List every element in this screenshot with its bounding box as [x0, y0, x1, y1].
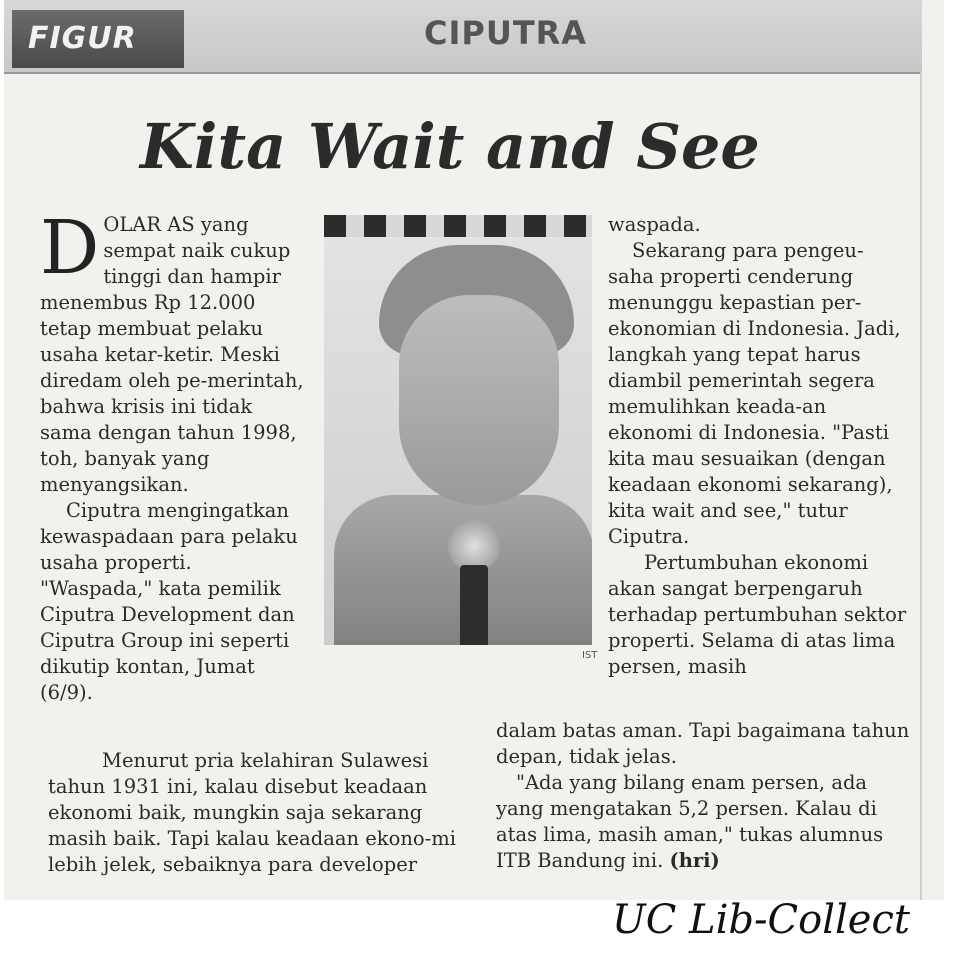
paragraph-text: "Ada yang bilang enam persen, ada yang mengatakan 5,2 persen. Kalau di atas lima, masih aman," tukas alumnus ITB Bandung ini.	[496, 771, 884, 872]
paragraph	[496, 770, 916, 874]
drop-cap: D	[40, 205, 100, 291]
newspaper-clipping	[4, 0, 944, 900]
column-rule	[920, 72, 922, 900]
section-title: CIPUTRA	[424, 14, 588, 52]
paragraph	[40, 205, 310, 498]
rubric-label: FIGUR	[12, 10, 184, 68]
photo-face	[399, 295, 559, 505]
paragraph: dalam batas aman. Tapi bagaimana tahun depan, tidak jelas.	[496, 719, 910, 768]
microphone-handle	[460, 565, 488, 645]
byline: (hri)	[669, 849, 720, 872]
article-column-bottom-right	[496, 718, 916, 874]
article-column-right	[608, 212, 908, 680]
photo-credit: IST	[582, 650, 598, 661]
portrait-photo	[324, 215, 592, 645]
article-column-left	[40, 205, 310, 706]
paragraph: Pertumbuhan ekonomi akan sangat berpengaruh terhadap pertumbuhan sektor properti. Selama di atas lima persen, masih	[608, 551, 907, 678]
paragraph: waspada.	[608, 213, 701, 236]
headline: Kita Wait and See	[140, 110, 760, 183]
paragraph: Menurut pria kelahiran Sulawesi tahun 1931 ini, kalau disebut keadaan ekonomi baik, mungkin saja sekarang masih baik. Tapi kalau keadaan ekono-mi lebih jelek, sebaiknya para developer	[48, 749, 456, 876]
watermark: UC Lib-Collect	[612, 897, 910, 943]
paragraph-text: OLAR AS yang sempat naik cukup tinggi dan hampir menembus Rp 12.000 tetap membuat pelaku usaha ketar-ketir. Meski diredam oleh pe-merintah, bahwa krisis ini tidak sama dengan tahun 1998, toh, banyak yang menyangsikan.	[40, 213, 304, 496]
photo-backdrop	[324, 215, 592, 237]
paragraph: Ciputra mengingatkan kewaspadaan para pelaku usaha properti. "Waspada," kata pemilik Ciputra Development dan Ciputra Group ini seperti dikutip kontan, Jumat (6/9).	[40, 499, 298, 704]
header-band	[4, 0, 922, 74]
article-column-left-bottom	[48, 748, 473, 878]
paragraph: Sekarang para pengeu-saha properti cenderung menunggu kepastian per-ekonomian di Indonesia. Jadi, langkah yang tepat harus diambil pemerintah segera memulihkan keada-an ekonomi di Indonesia. "Pasti kita mau sesuaikan (dengan keadaan ekonomi sekarang), kita wait and see," tutur Ciputra.	[608, 239, 901, 548]
